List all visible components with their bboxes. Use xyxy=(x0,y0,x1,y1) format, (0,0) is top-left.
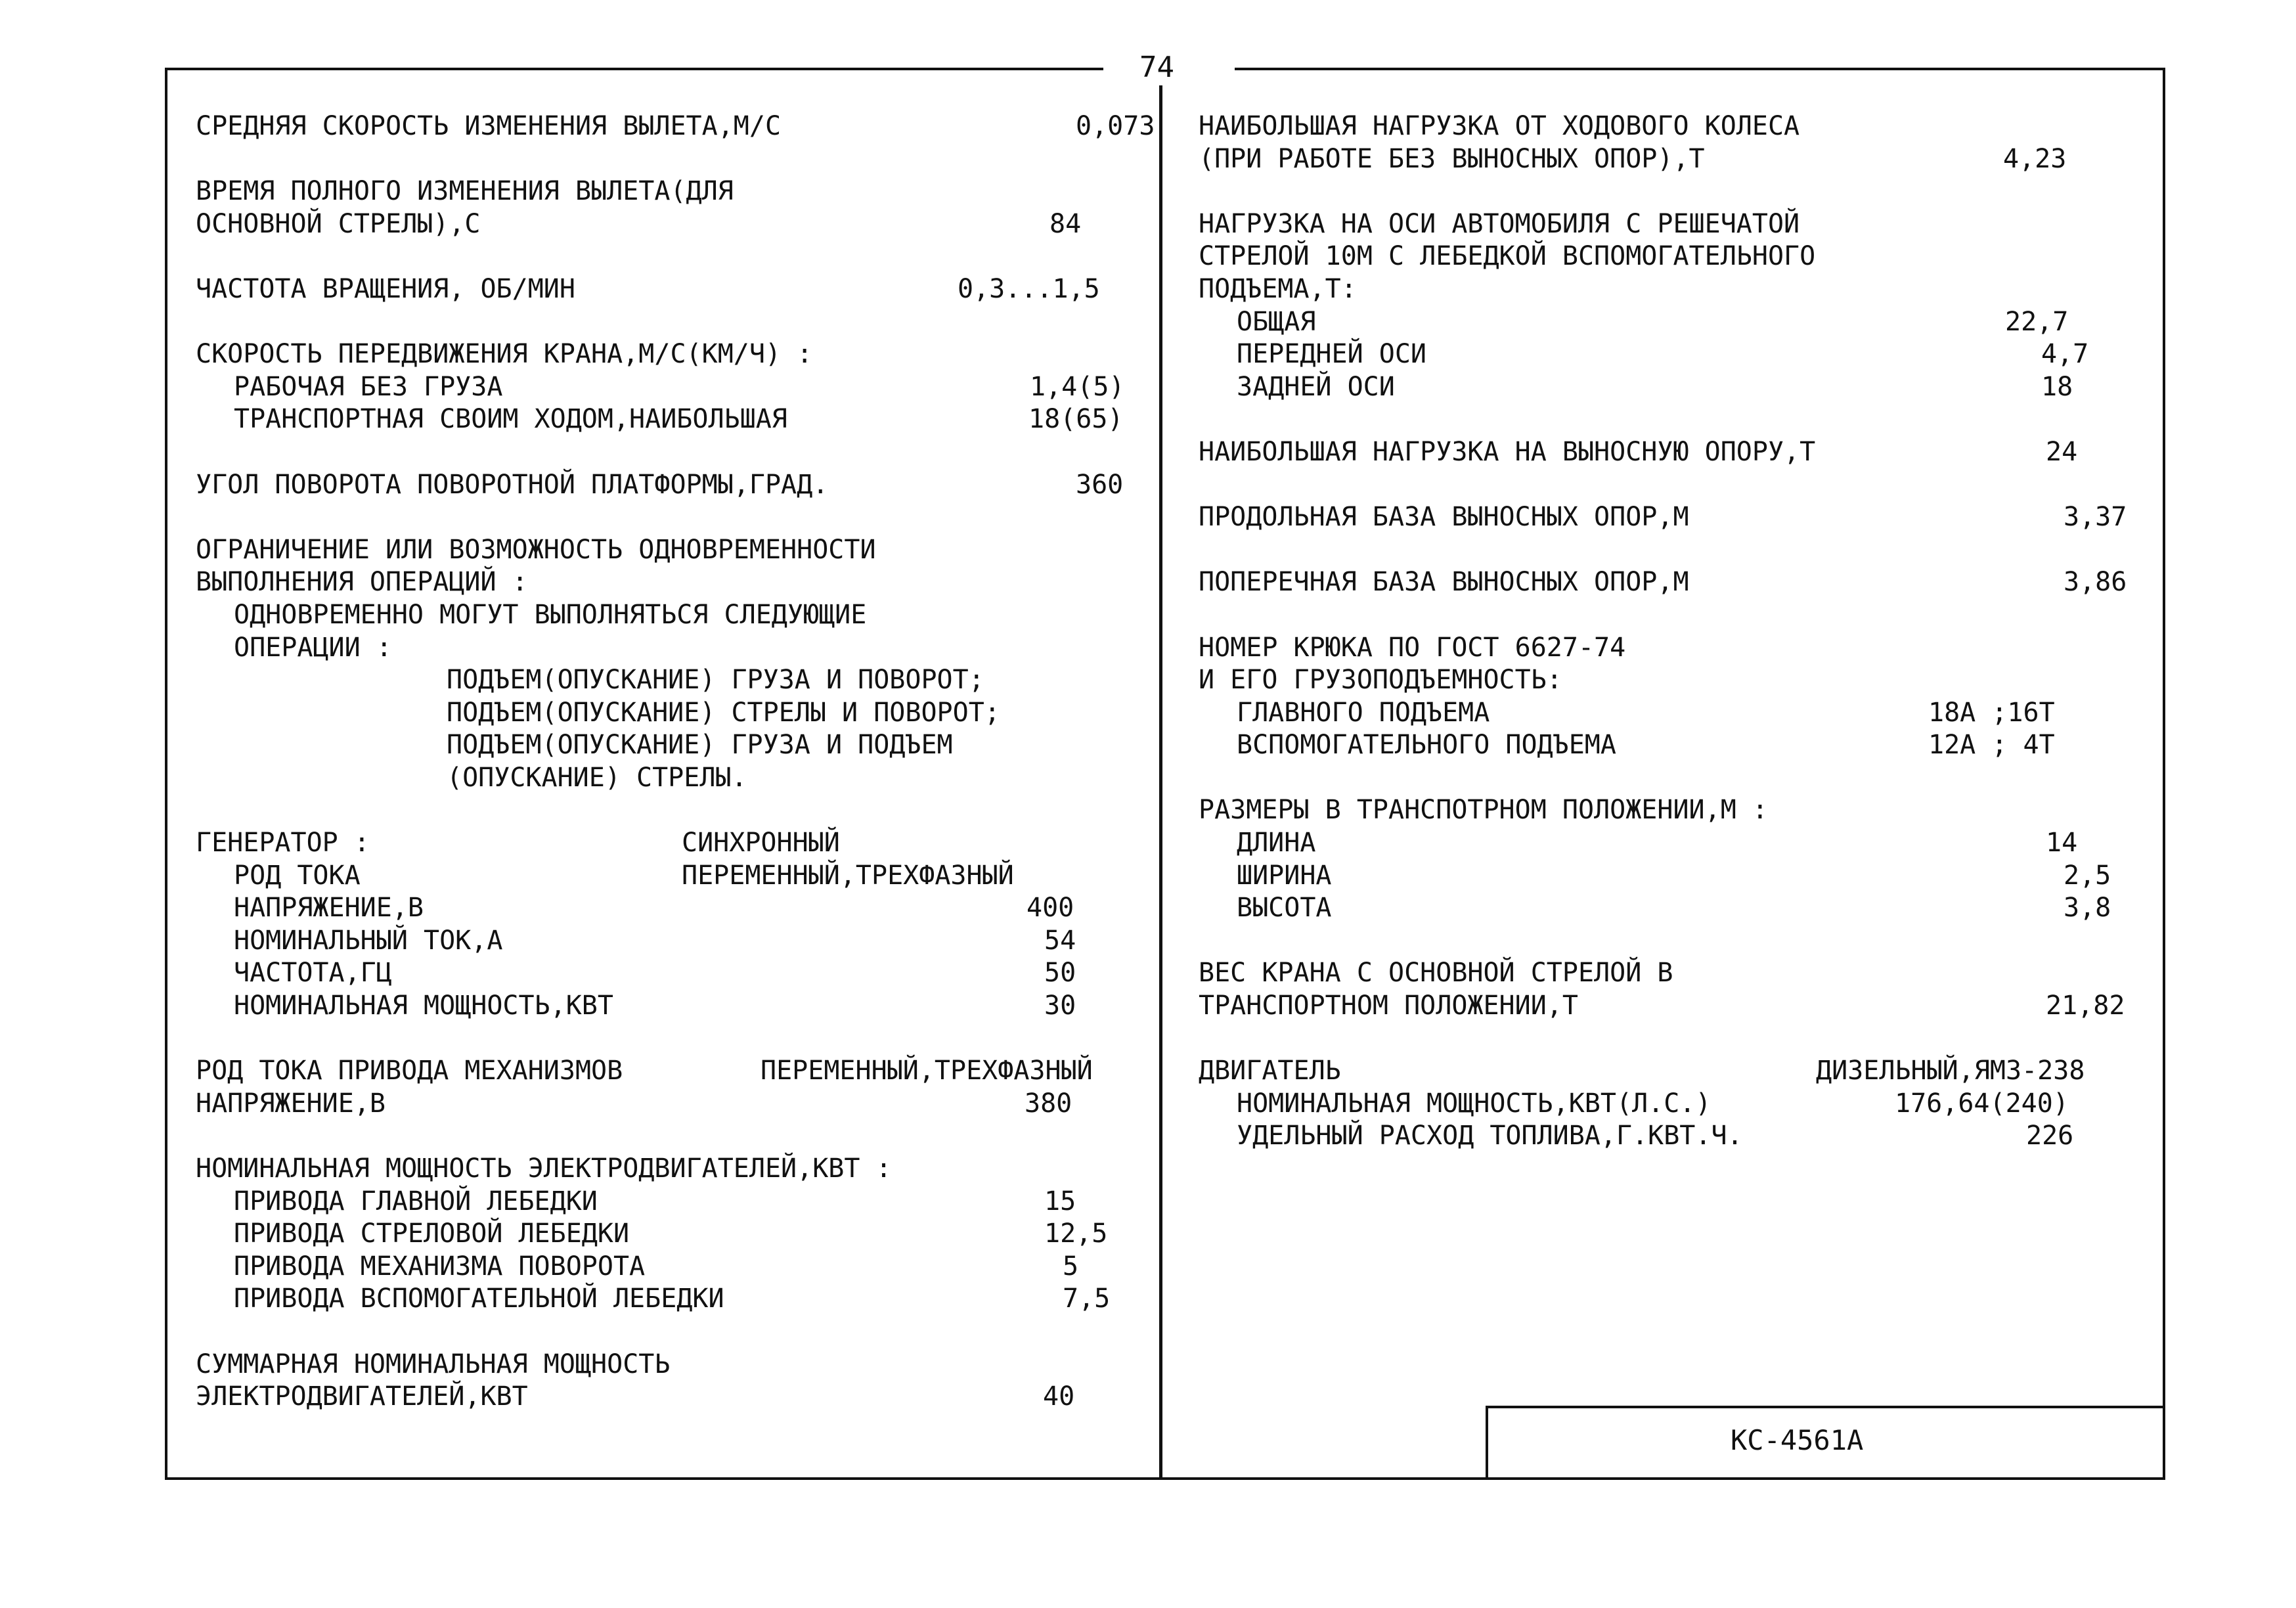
left-row-label: РАБОЧАЯ БЕЗ ГРУЗА xyxy=(234,371,503,402)
left-row-label: ОСНОВНОЙ СТРЕЛЫ),С xyxy=(196,208,481,239)
left-row xyxy=(196,1186,1155,1218)
right-row xyxy=(1199,436,2144,469)
left-row xyxy=(196,1153,1155,1186)
left-row-value: 50 xyxy=(1044,958,1076,989)
left-row xyxy=(196,729,1155,762)
right-row xyxy=(1199,1088,2144,1121)
right-row-value: 3,8 xyxy=(2064,893,2111,924)
right-row xyxy=(1199,240,2144,273)
right-row xyxy=(1199,566,2144,599)
left-row-label: РОД ТОКА xyxy=(234,860,361,891)
left-row xyxy=(196,1055,1155,1088)
left-row xyxy=(196,1218,1155,1251)
right-row xyxy=(1199,599,2144,632)
right-row-label: НОМЕР КРЮКА ПО ГОСТ 6627-74 xyxy=(1199,632,1626,663)
right-row-value: 22,7 xyxy=(2005,306,2069,337)
right-row-value: 4,7 xyxy=(2041,339,2089,370)
left-row-value: ПЕРЕМЕННЫЙ,ТРЕХФАЗНЫЙ xyxy=(682,860,1014,891)
left-row xyxy=(196,403,1155,436)
right-row-value: 4,23 xyxy=(2003,143,2067,174)
left-row-label: СРЕДНЯЯ СКОРОСТЬ ИЗМЕНЕНИЯ ВЫЛЕТА,М/С xyxy=(196,111,782,141)
left-row-label: ПОДЪЕМ(ОПУСКАНИЕ) СТРЕЛЫ И ПОВОРОТ; xyxy=(447,697,1000,728)
right-row xyxy=(1199,794,2144,827)
right-row xyxy=(1199,827,2144,860)
left-row xyxy=(196,827,1155,860)
left-row xyxy=(196,1120,1155,1153)
right-row-value: 3,86 xyxy=(2064,567,2127,598)
left-row-label: ЧАСТОТА ВРАЩЕНИЯ, ОБ/МИН xyxy=(196,273,575,304)
right-row-value: 2,5 xyxy=(2064,860,2111,891)
left-row xyxy=(196,208,1155,241)
left-row-value: 54 xyxy=(1044,925,1076,956)
left-row xyxy=(196,664,1155,697)
page-number: 74 xyxy=(1139,51,1174,84)
right-row-value: 24 xyxy=(2046,436,2078,467)
right-row xyxy=(1199,729,2144,762)
right-row xyxy=(1199,990,2144,1023)
left-row-value: 7,5 xyxy=(1063,1284,1111,1314)
left-row xyxy=(196,1381,1155,1414)
right-row-label: (ПРИ РАБОТЕ БЕЗ ВЫНОСНЫХ ОПОР),Т xyxy=(1199,143,1705,174)
right-row-value: 3,37 xyxy=(2064,502,2127,533)
left-row xyxy=(196,990,1155,1023)
left-row-label: ГЕНЕРАТОР : xyxy=(196,828,370,859)
left-row-label: НОМИНАЛЬНЫЙ ТОК,А xyxy=(234,925,503,956)
right-row-label: ПОДЪЕМА,Т: xyxy=(1199,273,1357,304)
left-row-label: (ОПУСКАНИЕ) СТРЕЛЫ. xyxy=(447,762,747,793)
right-row-label: ПОПЕРЕЧНАЯ БАЗА ВЫНОСНЫХ ОПОР,М xyxy=(1199,567,1689,598)
right-row-value: 176,64(240) xyxy=(1895,1088,2069,1119)
right-row xyxy=(1199,1120,2144,1153)
left-row xyxy=(196,794,1155,827)
left-row xyxy=(196,1088,1155,1121)
right-row xyxy=(1199,403,2144,436)
left-row-label: ЭЛЕКТРОДВИГАТЕЛЕЙ,КВТ xyxy=(196,1381,528,1412)
right-row xyxy=(1199,1023,2144,1056)
left-column xyxy=(196,110,1155,1414)
right-row xyxy=(1199,925,2144,958)
left-row-label: ЧАСТОТА,ГЦ xyxy=(234,958,392,989)
right-row xyxy=(1199,371,2144,404)
left-row xyxy=(196,371,1155,404)
right-row xyxy=(1199,175,2144,208)
left-row-value: 40 xyxy=(1043,1381,1075,1412)
right-row-value: 18А ;16Т xyxy=(1928,697,2055,728)
right-row-value: ДИЗЕЛЬНЫЙ,ЯМЗ-238 xyxy=(1816,1056,2085,1086)
left-row-label: СУММАРНАЯ НОМИНАЛЬНАЯ МОЩНОСТЬ xyxy=(196,1349,671,1379)
right-row xyxy=(1199,697,2144,730)
right-row-label: НАИБОЛЬШАЯ НАГРУЗКА ОТ ХОДОВОГО КОЛЕСА xyxy=(1199,111,1800,141)
left-row xyxy=(196,1023,1155,1056)
right-row-label: ГЛАВНОГО ПОДЪЕМА xyxy=(1237,697,1490,728)
right-row xyxy=(1199,143,2144,176)
left-row-label: ОГРАНИЧЕНИЕ ИЛИ ВОЗМОЖНОСТЬ ОДНОВРЕМЕННОСТИ xyxy=(196,534,876,565)
right-row xyxy=(1199,632,2144,665)
left-row-value: ПЕРЕМЕННЫЙ,ТРЕХФАЗНЫЙ xyxy=(761,1056,1093,1086)
left-row-label: ТРАНСПОРТНАЯ СВОИМ ХОДОМ,НАИБОЛЬШАЯ xyxy=(234,404,787,435)
left-row-label: ВЫПОЛНЕНИЯ ОПЕРАЦИЙ : xyxy=(196,567,528,598)
left-row-label: ПОДЪЕМ(ОПУСКАНИЕ) ГРУЗА И ПОВОРОТ; xyxy=(447,665,984,696)
right-row-label: ДВИГАТЕЛЬ xyxy=(1199,1056,1341,1086)
left-row-value: 400 xyxy=(1027,893,1074,924)
right-row-label: ОБЩАЯ xyxy=(1237,306,1316,337)
left-row xyxy=(196,762,1155,795)
left-row-label: СКОРОСТЬ ПЕРЕДВИЖЕНИЯ КРАНА,М/С(КМ/Ч) : xyxy=(196,339,813,370)
right-column xyxy=(1199,110,2144,1153)
left-row-value: 0,3...1,5 xyxy=(958,273,1100,304)
left-row xyxy=(196,1283,1155,1316)
left-row xyxy=(196,892,1155,925)
right-row xyxy=(1199,1055,2144,1088)
left-row xyxy=(196,273,1155,306)
left-row xyxy=(196,338,1155,371)
left-row-value: 360 xyxy=(1076,469,1124,500)
right-row-label: ПРОДОЛЬНАЯ БАЗА ВЫНОСНЫХ ОПОР,М xyxy=(1199,502,1689,533)
right-row xyxy=(1199,501,2144,534)
left-row xyxy=(196,632,1155,665)
left-row-value: 30 xyxy=(1044,991,1076,1021)
left-row-label: ПРИВОДА СТРЕЛОВОЙ ЛЕБЕДКИ xyxy=(234,1218,630,1249)
left-row xyxy=(196,436,1155,469)
left-row-label: ПРИВОДА ВСПОМОГАТЕЛЬНОЙ ЛЕБЕДКИ xyxy=(234,1284,724,1314)
left-row xyxy=(196,306,1155,339)
right-row-label: НОМИНАЛЬНАЯ МОЩНОСТЬ,КВТ(Л.С.) xyxy=(1237,1088,1711,1119)
left-row xyxy=(196,534,1155,567)
left-row-value: СИНХРОННЫЙ xyxy=(682,828,840,859)
column-divider xyxy=(1159,68,1162,1480)
left-row xyxy=(196,469,1155,502)
left-row xyxy=(196,925,1155,958)
left-row-label: НАПРЯЖЕНИЕ,В xyxy=(234,893,424,924)
left-row-value: 18(65) xyxy=(1028,404,1124,435)
right-row-label: НАГРУЗКА НА ОСИ АВТОМОБИЛЯ С РЕШЕЧАТОЙ xyxy=(1199,208,1800,239)
right-row-label: ШИРИНА xyxy=(1237,860,1332,891)
left-row-value: 0,073 xyxy=(1076,111,1155,141)
right-row-label: ЗАДНЕЙ ОСИ xyxy=(1237,371,1395,402)
left-row-label: ОПЕРАЦИИ : xyxy=(234,632,392,663)
right-row-label: ВЫСОТА xyxy=(1237,893,1332,924)
right-row-value: 226 xyxy=(2026,1121,2074,1151)
right-row-label: УДЕЛЬНЫЙ РАСХОД ТОПЛИВА,Г.КВТ.Ч. xyxy=(1237,1121,1743,1151)
right-row-label: ВСПОМОГАТЕЛЬНОГО ПОДЪЕМА xyxy=(1237,730,1616,761)
right-row xyxy=(1199,306,2144,339)
right-row xyxy=(1199,762,2144,795)
right-row-label: РАЗМЕРЫ В ТРАНСПОТРНОМ ПОЛОЖЕНИИ,М : xyxy=(1199,795,1768,826)
left-row-value: 1,4(5) xyxy=(1030,371,1125,402)
left-row-value: 12,5 xyxy=(1044,1218,1108,1249)
right-row-label: ТРАНСПОРТНОМ ПОЛОЖЕНИИ,Т xyxy=(1199,991,1578,1021)
left-row-value: 5 xyxy=(1063,1251,1079,1282)
right-row-label: ДЛИНА xyxy=(1237,828,1316,859)
left-row-label: ОДНОВРЕМЕННО МОГУТ ВЫПОЛНЯТЬСЯ СЛЕДУЮЩИЕ xyxy=(234,599,867,630)
model-designation: КС-4561А xyxy=(1731,1424,1864,1456)
left-row xyxy=(196,957,1155,990)
right-row-label: НАИБОЛЬШАЯ НАГРУЗКА НА ВЫНОСНУЮ ОПОРУ,Т xyxy=(1199,436,1816,467)
right-row xyxy=(1199,208,2144,241)
left-row xyxy=(196,240,1155,273)
right-row-label: И ЕГО ГРУЗОПОДЪЕМНОСТЬ: xyxy=(1199,665,1562,696)
left-row-value: 380 xyxy=(1025,1088,1072,1119)
right-row xyxy=(1199,892,2144,925)
left-row xyxy=(196,143,1155,176)
left-row-label: ПРИВОДА МЕХАНИЗМА ПОВОРОТА xyxy=(234,1251,646,1282)
left-row-value: 84 xyxy=(1049,208,1082,239)
left-row-label: УГОЛ ПОВОРОТА ПОВОРОТНОЙ ПЛАТФОРМЫ,ГРАД. xyxy=(196,469,829,500)
right-row-value: 14 xyxy=(2046,828,2078,859)
left-row xyxy=(196,1349,1155,1381)
right-row-label: ВЕС КРАНА С ОСНОВНОЙ СТРЕЛОЙ В xyxy=(1199,958,1673,989)
left-row xyxy=(196,501,1155,534)
right-row xyxy=(1199,664,2144,697)
left-row-value: 15 xyxy=(1044,1186,1076,1217)
right-row xyxy=(1199,273,2144,306)
left-row-label: ВРЕМЯ ПОЛНОГО ИЗМЕНЕНИЯ ВЫЛЕТА(ДЛЯ xyxy=(196,176,734,207)
left-row xyxy=(196,175,1155,208)
left-row xyxy=(196,566,1155,599)
right-row-label: СТРЕЛОЙ 10М С ЛЕБЕДКОЙ ВСПОМОГАТЕЛЬНОГО xyxy=(1199,241,1816,272)
left-row xyxy=(196,1316,1155,1349)
right-row xyxy=(1199,110,2144,143)
right-row xyxy=(1199,534,2144,567)
left-row xyxy=(196,110,1155,143)
left-row-label: НОМИНАЛЬНАЯ МОЩНОСТЬ ЭЛЕКТРОДВИГАТЕЛЕЙ,КВТ : xyxy=(196,1153,892,1184)
right-row xyxy=(1199,860,2144,893)
left-row xyxy=(196,697,1155,730)
right-row-label: ПЕРЕДНЕЙ ОСИ xyxy=(1237,339,1426,370)
left-row-label: ПОДЪЕМ(ОПУСКАНИЕ) ГРУЗА И ПОДЪЕМ xyxy=(447,730,953,761)
left-row xyxy=(196,1251,1155,1284)
left-row-label: ПРИВОДА ГЛАВНОЙ ЛЕБЕДКИ xyxy=(234,1186,598,1217)
left-row-label: НАПРЯЖЕНИЕ,В xyxy=(196,1088,386,1119)
left-row xyxy=(196,860,1155,893)
right-row-value: 18 xyxy=(2041,371,2073,402)
right-row xyxy=(1199,957,2144,990)
left-row-label: РОД ТОКА ПРИВОДА МЕХАНИЗМОВ xyxy=(196,1056,623,1086)
right-row-value: 12А ; 4Т xyxy=(1928,730,2055,761)
left-row-label: НОМИНАЛЬНАЯ МОЩНОСТЬ,КВТ xyxy=(234,991,613,1021)
left-row xyxy=(196,599,1155,632)
right-row-value: 21,82 xyxy=(2046,991,2125,1021)
right-row xyxy=(1199,338,2144,371)
right-row xyxy=(1199,469,2144,502)
